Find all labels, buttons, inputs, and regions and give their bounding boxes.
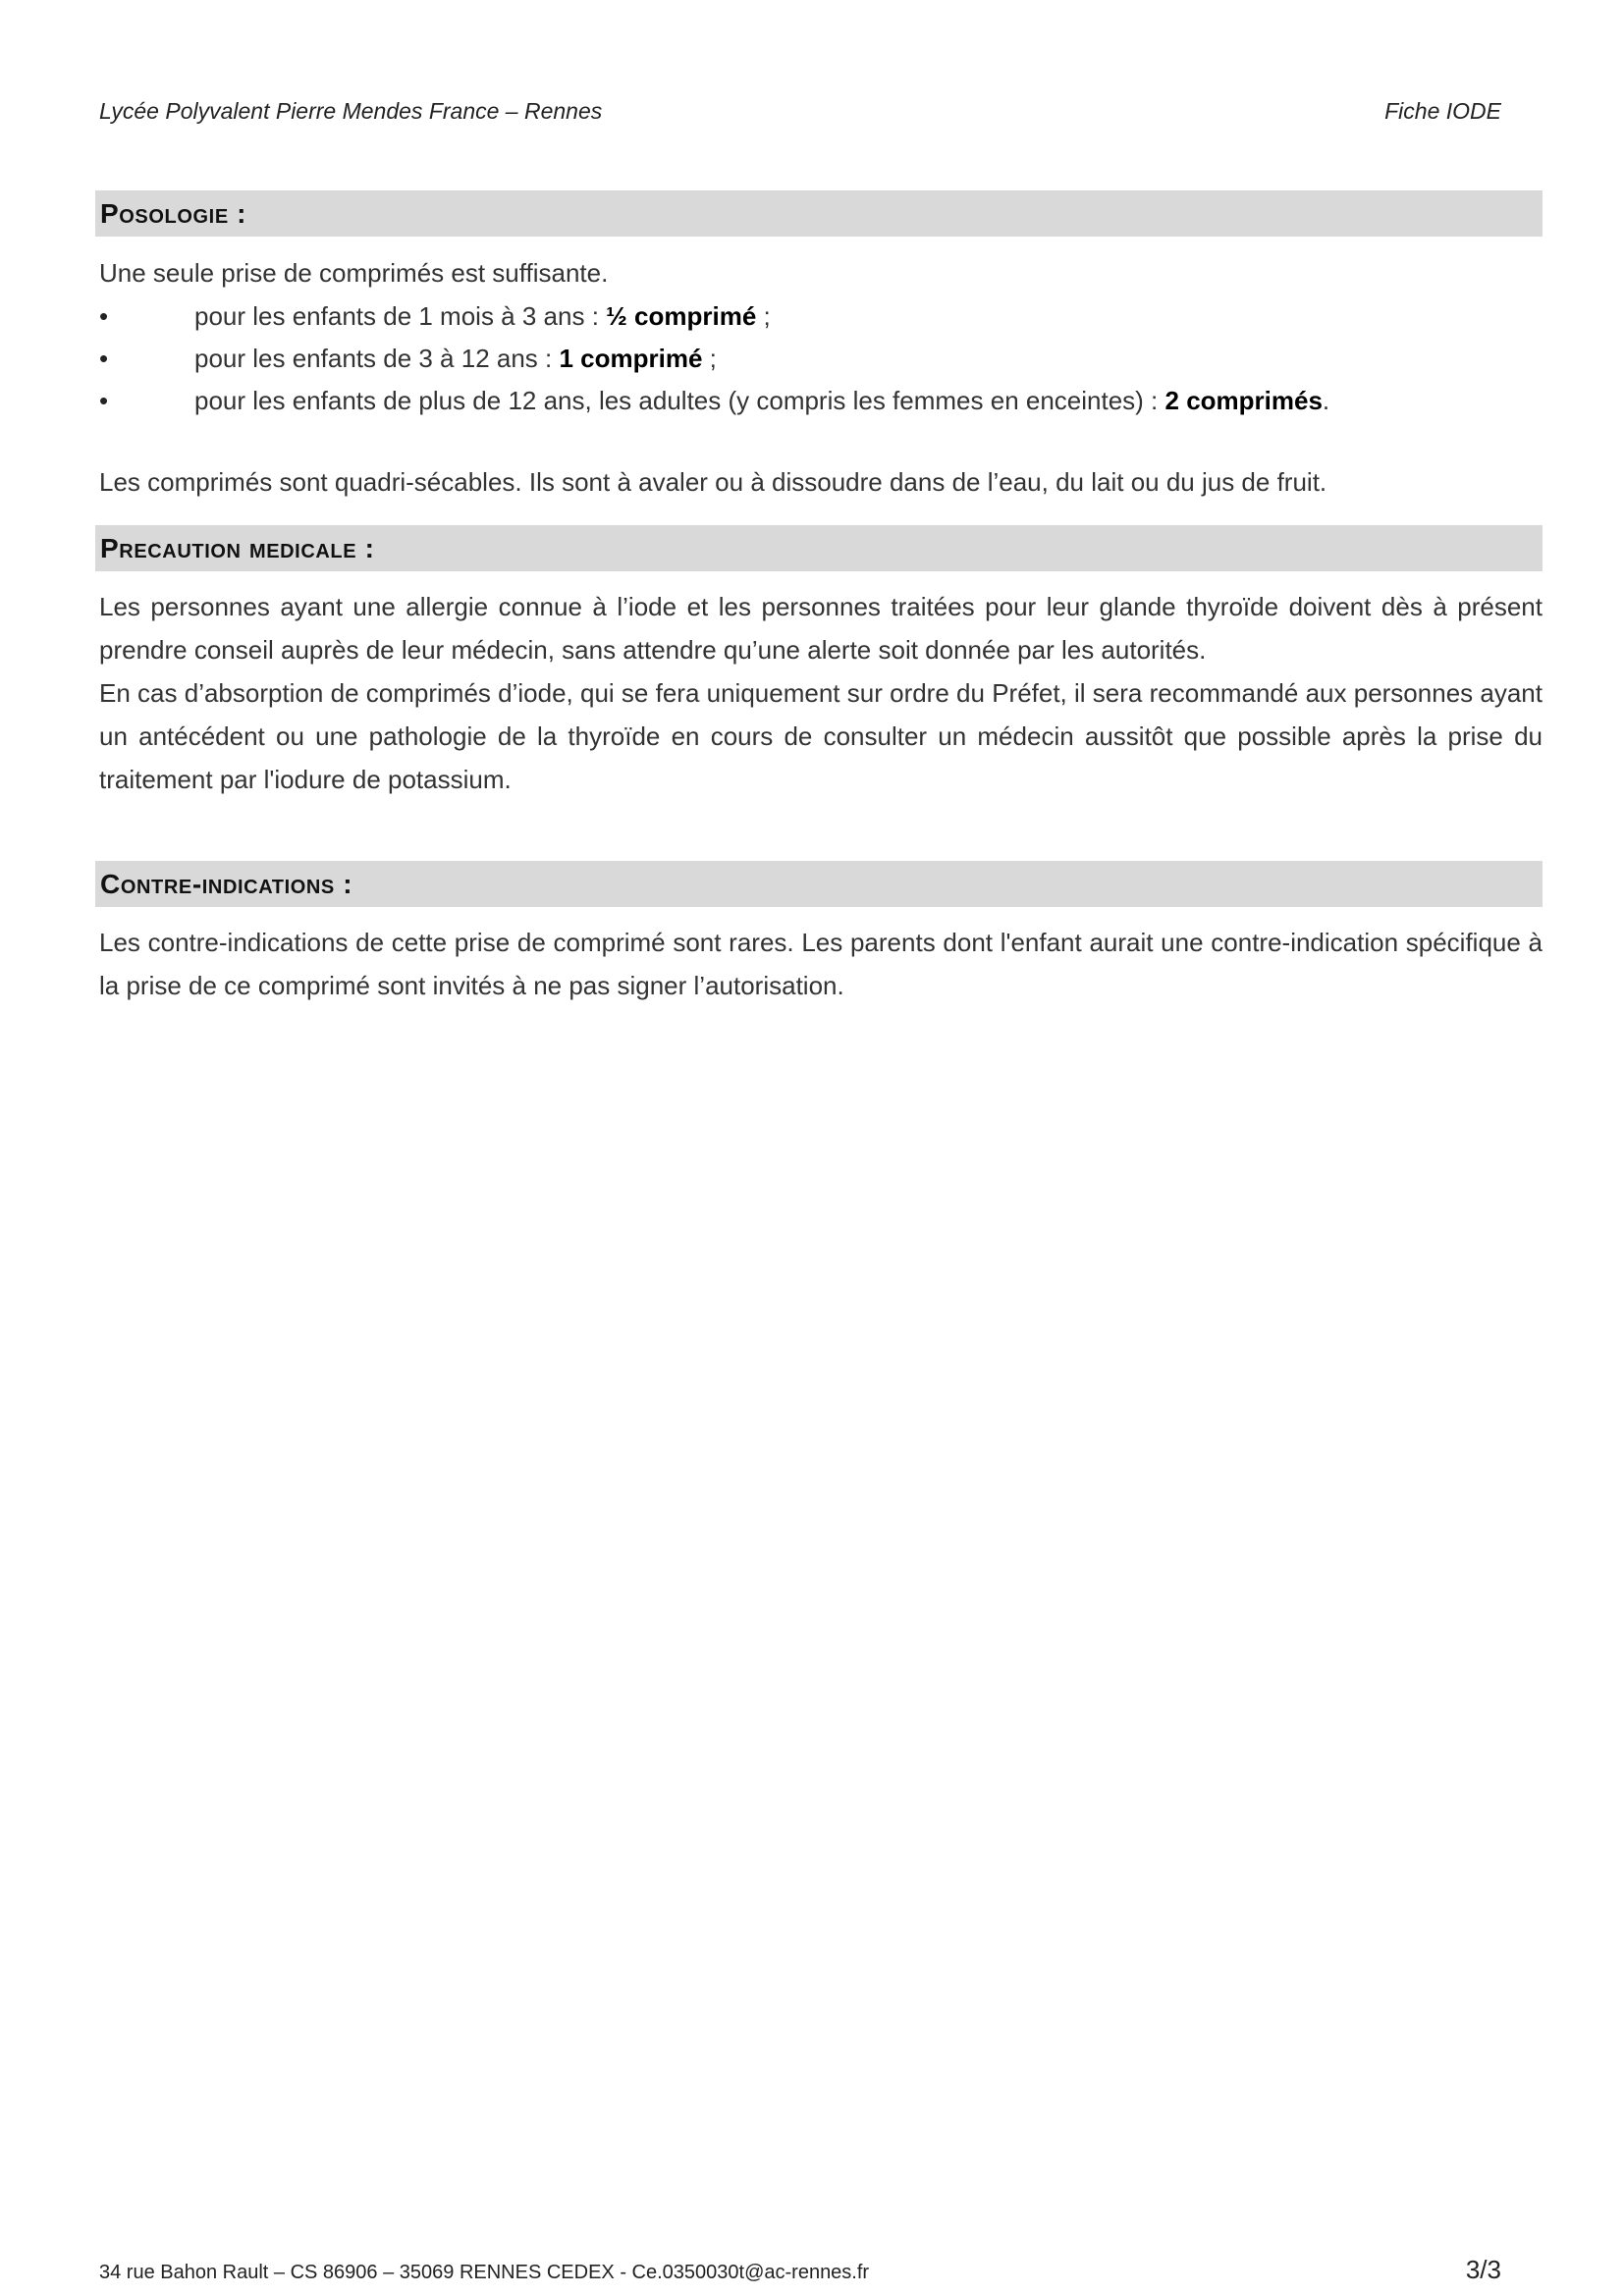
list-item-suffix: ; — [756, 301, 771, 331]
list-item-text — [194, 379, 1329, 422]
dose-value: 2 comprimés — [1164, 386, 1323, 415]
list-item — [99, 379, 1543, 421]
list-item-label: pour les enfants de plus de 12 ans, les adultes (y compris les femmes en enceintes) : — [194, 386, 1165, 415]
list-item-label: pour les enfants de 3 à 12 ans : — [194, 344, 560, 373]
dose-value: ½ comprimé — [606, 301, 757, 331]
bullet-icon: • — [99, 386, 109, 415]
list-item-text — [194, 294, 771, 338]
contre-indications-title: Contre-indications : — [100, 868, 353, 899]
posologie-title: Posologie : — [100, 197, 247, 229]
dose-value: 1 comprimé — [559, 344, 703, 373]
precaution-paragraph-1: Les personnes ayant une allergie connue à l’iode et les personnes traitées pour leur glande thyroïde doivent dès à présent prendre conseil auprès de leur médecin, sans attendre qu’une alerte soit donnée par les autorités. — [99, 592, 1543, 665]
page-footer — [99, 2255, 1501, 2285]
list-item-suffix: ; — [702, 344, 717, 373]
bullet-icon: • — [99, 301, 109, 331]
contre-indications-paragraph: Les contre-indications de cette prise de comprimé sont rares. Les parents dont l'enfant aurait une contre-indication spécifique à la prise de ce comprimé sont invités à ne pas signer l’autorisation. — [99, 928, 1543, 1000]
page-header — [99, 98, 1501, 125]
list-item — [99, 294, 1543, 337]
precaution-body — [99, 585, 1543, 801]
page-number: 3/3 — [1465, 2255, 1501, 2284]
posologie-intro: Une seule prise de comprimés est suffisante. — [99, 258, 609, 288]
contre-indications-heading — [95, 861, 1543, 907]
document-title: Fiche IODE — [1384, 98, 1501, 124]
school-name: Lycée Polyvalent Pierre Mendes France – Rennes — [99, 98, 603, 124]
bullet-icon: • — [99, 344, 109, 373]
posologie-body — [99, 251, 1543, 504]
contre-indications-body — [99, 921, 1543, 1007]
posologie-note: Les comprimés sont quadri-sécables. Ils sont à avaler ou à dissoudre dans de l’eau, du lait ou du jus de fruit. — [99, 467, 1327, 497]
precaution-paragraph-2: En cas d’absorption de comprimés d’iode, qui se fera uniquement sur ordre du Préfet, il sera recommandé aux personnes ayant un antécédent ou une pathologie de la thyroïde en cours de consulter un médecin aussitôt que possible après la prise du traitement par l'iodure de potassium. — [99, 678, 1543, 794]
list-item — [99, 337, 1543, 379]
footer-address: 34 rue Bahon Rault – CS 86906 – 35069 RENNES CEDEX - Ce.0350030t@ac-rennes.fr — [99, 2262, 870, 2283]
precaution-title: Precaution medicale : — [100, 532, 375, 563]
list-item-label: pour les enfants de 1 mois à 3 ans : — [194, 301, 607, 331]
list-item-suffix: . — [1322, 386, 1330, 415]
precaution-heading — [95, 525, 1543, 571]
posologie-heading — [95, 190, 1543, 237]
list-item-text — [194, 337, 717, 380]
